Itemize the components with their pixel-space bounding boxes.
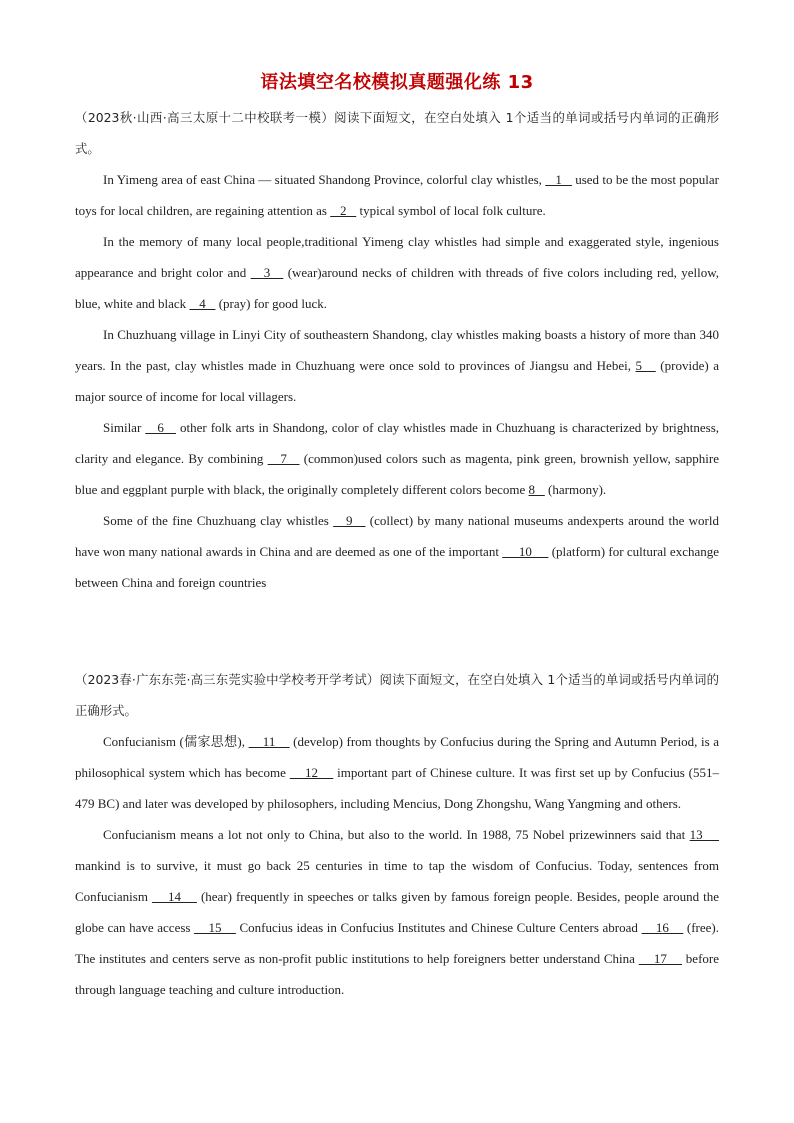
answer-blank[interactable]: 1 — [545, 172, 572, 187]
answer-blank[interactable]: 10 — [502, 544, 549, 559]
answer-blank[interactable]: 12 — [289, 765, 334, 780]
answer-blank[interactable]: 4 — [189, 296, 216, 311]
section-2-intro: （2023春·广东东莞·高三东莞实验中学校考开学考试）阅读下面短文，在空白处填入 1个适当的单词或括号内单词的正确形式。 — [75, 672, 719, 718]
section-1-paragraph: In Chuzhuang village in Linyi City of southeastern Shandong, clay whistles making boasts a history of more than 340 years. In the past, clay whistles made in Chuzhuang were once sold to provinces of Jiangsu and Hebei, 5 (provide) a major source of income for local villagers. — [75, 327, 720, 404]
answer-blank[interactable]: 16 — [641, 920, 684, 935]
section-1-paragraph: In Yimeng area of east China — situated Shandong Province, colorful clay whistles, 1 used to be the most popular toys for local children, are regaining attention as 2 typical symbol of local folk culture. — [75, 172, 719, 218]
section-2-passage — [75, 726, 719, 1005]
section-1-paragraph: Similar 6 other folk arts in Shandong, color of clay whistles made in Chuzhuang is characterized by brightness, clarity and elegance. By combining 7 (common)used colors such as magenta, pink green, brownish yellow, sapphire blue and eggplant purple with black, the originally completely different colors become 8 (harmony). — [75, 420, 720, 497]
answer-blank[interactable]: 17 — [638, 951, 683, 966]
section-1-paragraph: In the memory of many local people,traditional Yimeng clay whistles had simple and exaggerated style, ingenious appearance and bright color and 3 (wear)around necks of children with threads of five colors including red, yellow, blue, white and black 4 (pray) for good luck. — [75, 234, 719, 311]
section-1-passage — [75, 164, 719, 598]
section-2 — [75, 664, 719, 1005]
answer-blank[interactable]: 15 — [194, 920, 236, 935]
answer-blank[interactable]: 2 — [330, 203, 357, 218]
answer-blank[interactable]: 7 — [267, 451, 300, 466]
section-1-intro: （2023秋·山西·高三太原十二中校联考一模）阅读下面短文，在空白处填入 1个适当的单词或括号内单词的正确形式。 — [75, 110, 719, 156]
answer-blank[interactable]: 3 — [250, 265, 284, 280]
answer-blank[interactable]: 8 — [528, 482, 545, 497]
answer-blank[interactable]: 11 — [248, 734, 290, 749]
section-2-paragraph: Confucianism (儒家思想), 11 (develop) from thoughts by Confucius during the Spring and Autumn Period, is a philosophical system which has become 12 important part of Chinese culture. It was first set up by Confucius (551–479 BC) and later was developed by philosophers, including Mencius, Dong Zhongshu, Wang Yangming and others. — [75, 734, 720, 811]
section-1-paragraph: Some of the fine Chuzhuang clay whistles 9 (collect) by many national museums andexperts around the world have won many national awards in China and are deemed as one of the important 10 (platform) for cultural exchange between China and foreign countries — [75, 513, 720, 590]
answer-blank[interactable]: 14 — [151, 889, 197, 904]
answer-blank[interactable]: 9 — [333, 513, 366, 528]
answer-blank[interactable]: 13 — [689, 827, 720, 842]
section-1 — [75, 102, 719, 598]
answer-blank[interactable]: 5 — [635, 358, 656, 373]
section-2-paragraph: Confucianism means a lot not only to China, but also to the world. In 1988, 75 Nobel prizewinners said that 13 mankind is to survive, it must go back 25 centuries in time to tap the wisdom of Confucius. Today, sentences from Confucianism 14 (hear) frequently in speeches or talks given by famous foreign people. Besides, people around the globe can have access 15 Confucius ideas in Confucius Institutes and Chinese Culture Centers abroad 16 (free). The institutes and centers serve as non-profit public institutions to help foreigners better understand China 17 before through language teaching and culture introduction. — [75, 827, 720, 997]
page-title: 语法填空名校模拟真题强化练 13 — [260, 72, 534, 93]
answer-blank[interactable]: 6 — [145, 420, 176, 435]
